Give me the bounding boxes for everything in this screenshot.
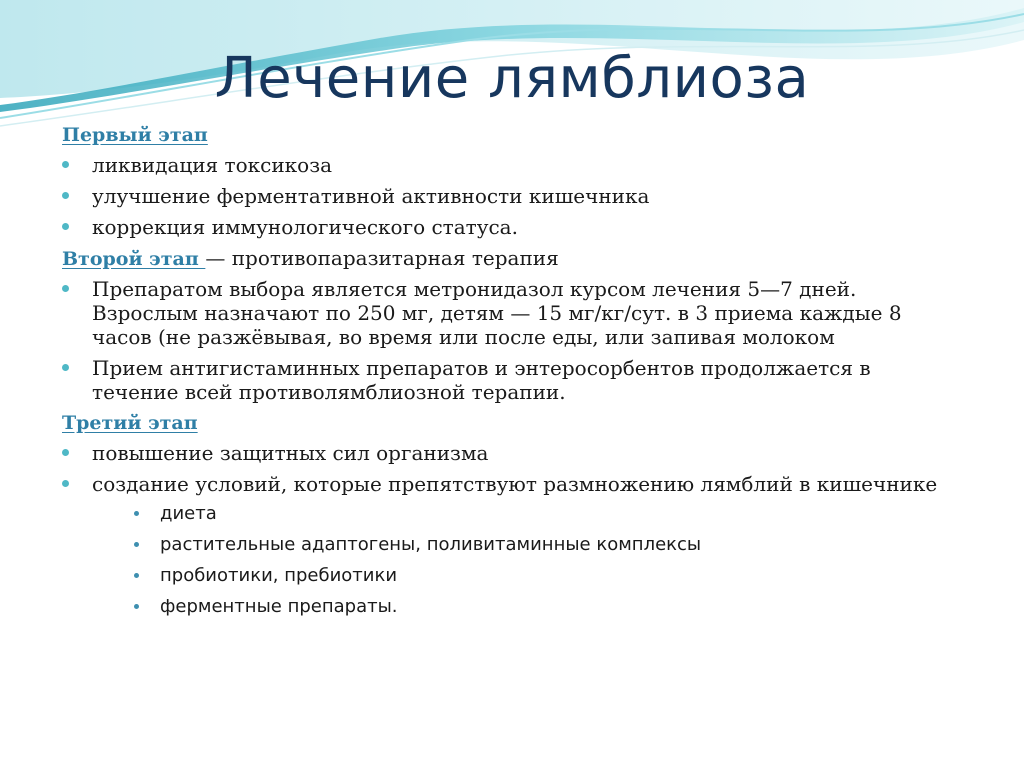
sub-bullet-icon xyxy=(134,604,139,609)
stage-3-sublist xyxy=(130,502,962,619)
stage-2-label: Второй этап xyxy=(62,248,206,270)
list-item xyxy=(62,184,962,208)
list-item-text: повышение защитных сил организма xyxy=(92,441,489,465)
list-item-text: Препаратом выбора является метронидазол курсом лечения 5—7 дней. Взрослым назначают по 250 мг, детям — 15 мг/кг/сут. в 3 приема каждые 8 часов (не разжёвывая, во время или после еды, или запивая молоком xyxy=(92,277,902,349)
sub-list-item xyxy=(130,595,962,619)
stage-2-suffix: — противопаразитарная терапия xyxy=(205,246,559,270)
stage-1-list xyxy=(62,153,962,239)
sub-list-item-text: диета xyxy=(160,503,217,524)
list-item-text: ликвидация токсикоза xyxy=(92,153,333,177)
stage-3-list xyxy=(62,441,962,619)
list-item xyxy=(62,215,962,239)
list-item xyxy=(62,277,962,349)
list-item-text: создание условий, которые препятствуют размножению лямблий в кишечнике xyxy=(92,472,938,496)
bullet-icon xyxy=(62,449,69,456)
sub-list-item xyxy=(130,564,962,588)
sub-list-item-text: пробиотики, пребиотики xyxy=(160,565,398,586)
list-item xyxy=(62,472,962,619)
bullet-icon xyxy=(62,364,69,371)
sub-list-item-text: ферментные препараты. xyxy=(160,596,398,617)
bullet-icon xyxy=(62,161,69,168)
list-item xyxy=(62,441,962,465)
list-item-text: коррекция иммунологического статуса. xyxy=(92,215,518,239)
bullet-icon xyxy=(62,285,69,292)
sub-bullet-icon xyxy=(134,573,139,578)
bullet-icon xyxy=(62,223,69,230)
sub-list-item xyxy=(130,533,962,557)
slide-title: Лечение лямблиоза xyxy=(214,46,810,111)
stage-2-heading xyxy=(62,246,962,271)
slide-content xyxy=(62,123,962,626)
list-item xyxy=(62,153,962,177)
list-item xyxy=(62,356,962,404)
list-item-text: Прием антигистаминных препаратов и энтеросорбентов продолжается в течение всей противолямблиозной терапии. xyxy=(92,356,871,404)
sub-bullet-icon xyxy=(134,511,139,516)
list-item-text: улучшение ферментативной активности кишечника xyxy=(92,184,650,208)
sub-list-item-text: растительные адаптогены, поливитаминные комплексы xyxy=(160,534,702,555)
bullet-icon xyxy=(62,192,69,199)
stage-2-list xyxy=(62,277,962,404)
stage-1-label: Первый этап xyxy=(62,124,208,146)
sub-list-item xyxy=(130,502,962,526)
bullet-icon xyxy=(62,480,69,487)
sub-bullet-icon xyxy=(134,542,139,547)
stage-3-label: Третий этап xyxy=(62,412,198,434)
